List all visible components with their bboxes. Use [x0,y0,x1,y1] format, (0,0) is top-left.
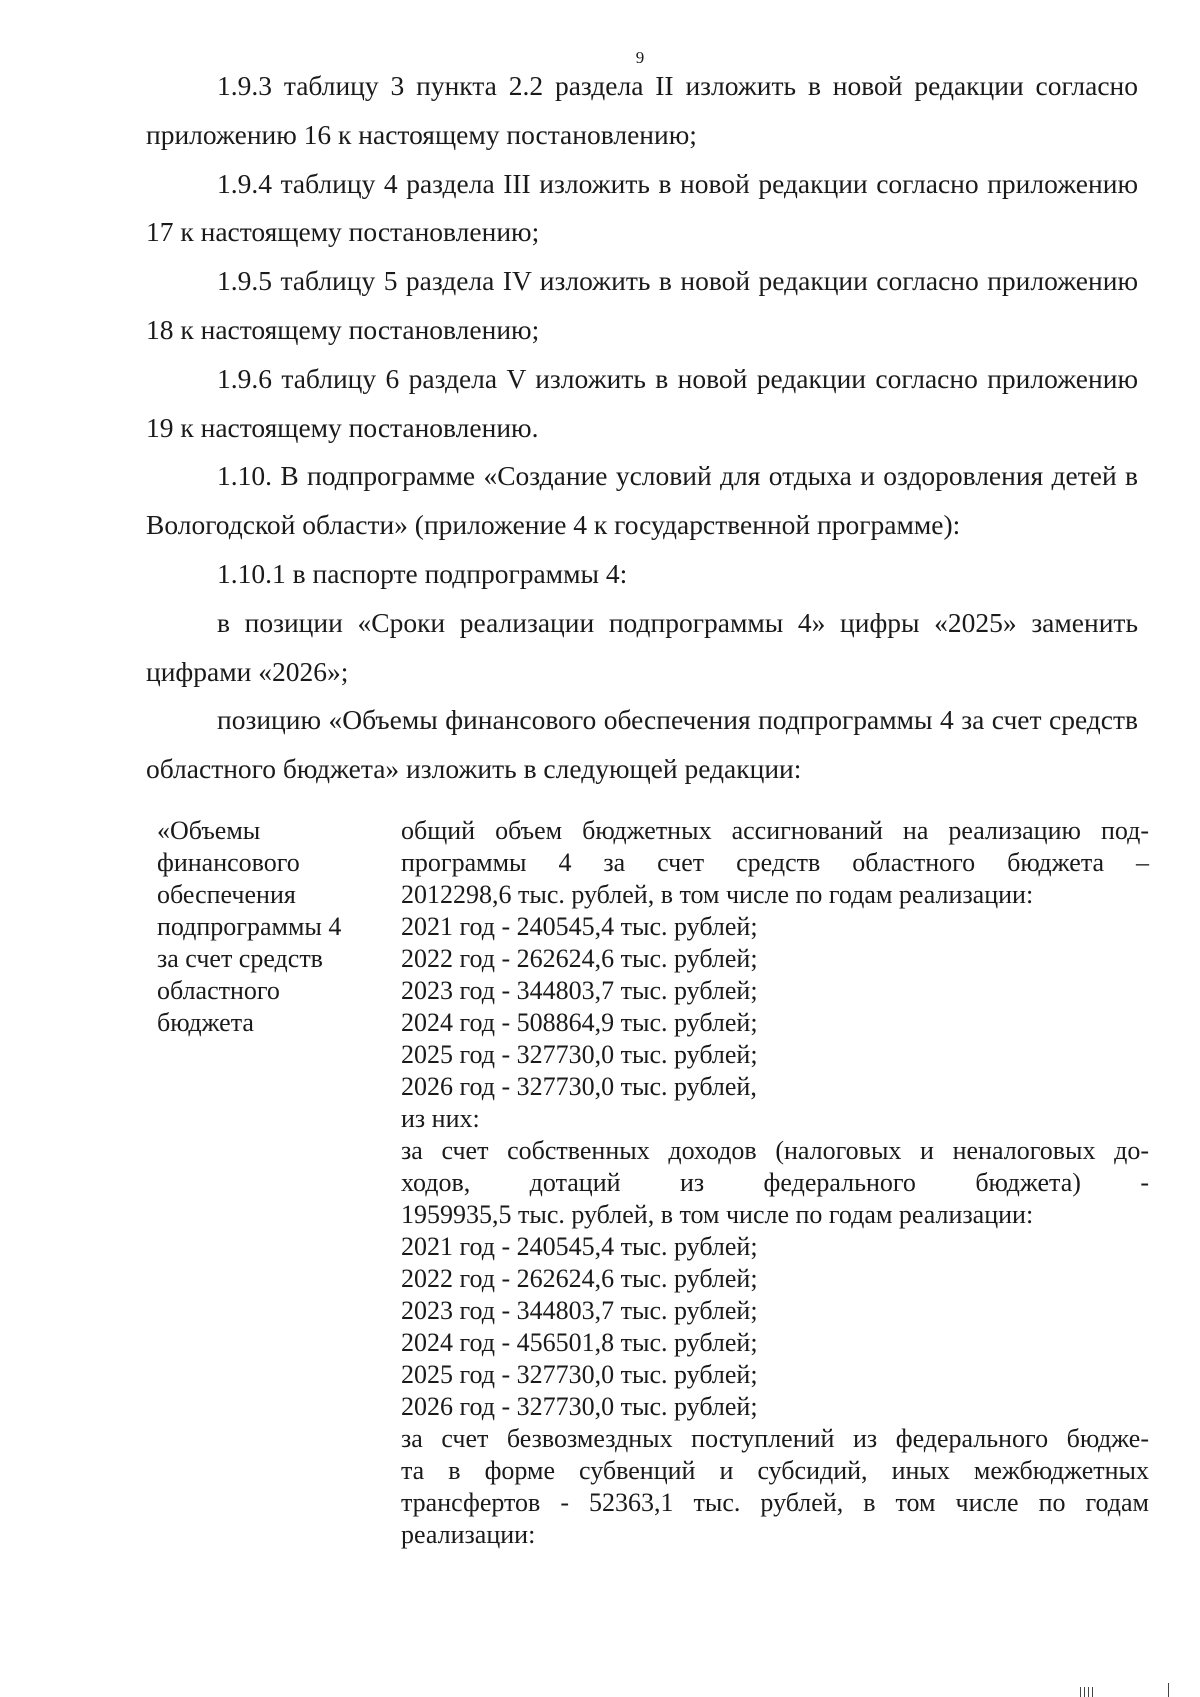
value-line: ходов, дотаций из федерального бюджета) - [401,1168,1149,1197]
label-line: «Объемы [157,816,261,845]
paragraph-terms-change: в позиции «Сроки реализации подпрограммы 4» цифры «2025» заменить цифрами «2026»; [146,606,1138,687]
year-line: 2026 год - 327730,0 тыс. рублей; [401,1392,758,1421]
paragraph-1-10-1: 1.10.1 в паспорте подпрограммы 4: [217,557,628,589]
value-line: 1959935,5 тыс. рублей, в том числе по годам реализации: [401,1200,1034,1229]
year-line: 2023 год - 344803,7 тыс. рублей; [401,1296,758,1325]
value-line: за счет безвозмездных поступлений из федерального бюдже- [401,1424,1149,1453]
paragraph-funding-position: позицию «Объемы финансового обеспечения подпрограммы 4 за счет средств областного бюджета» изложить в следующей редакции: [146,704,1138,785]
label-line: за счет средств [157,944,323,973]
year-line: 2022 год - 262624,6 тыс. рублей; [401,1264,758,1293]
value-line: общий объем бюджетных ассигнований на реализацию под- [401,816,1149,845]
position-value [401,815,1149,1551]
value-line: программы 4 за счет средств областного бюджета – [401,848,1149,877]
value-line: та в форме субвенций и субсидий, иных межбюджетных [401,1456,1149,1485]
value-line: из них: [401,1104,480,1133]
year-line: 2025 год - 327730,0 тыс. рублей; [401,1040,758,1069]
paragraph-1-9-6: 1.9.6 таблицу 6 раздела V изложить в новой редакции согласно приложению 19 к настоящему постановлению. [146,362,1138,443]
label-line: финансового [157,848,300,877]
year-line: 2024 год - 508864,9 тыс. рублей; [401,1008,758,1037]
year-line: 2021 год - 240545,4 тыс. рублей; [401,1232,758,1261]
document-body [146,62,1138,794]
page-number: 9 [635,48,645,67]
year-line: 2026 год - 327730,0 тыс. рублей, [401,1072,757,1101]
label-line: подпрограммы 4 [157,912,342,941]
value-line: трансфертов - 52363,1 тыс. рублей, в том числе по годам [401,1488,1149,1517]
label-line: областного [157,976,280,1005]
position-label [157,815,377,1039]
scan-artifact-marks [1080,1683,1170,1697]
year-line: 2021 год - 240545,4 тыс. рублей; [401,912,758,941]
label-line: бюджета [157,1008,254,1037]
value-line: за счет собственных доходов (налоговых и неналоговых до- [401,1136,1149,1165]
year-line: 2024 год - 456501,8 тыс. рублей; [401,1328,758,1357]
year-line: 2025 год - 327730,0 тыс. рублей; [401,1360,758,1389]
year-line: 2022 год - 262624,6 тыс. рублей; [401,944,758,973]
paragraph-1-10: 1.10. В подпрограмме «Создание условий для отдыха и оздоровления детей в Вологодской области» (приложение 4 к государственной программе): [146,460,1138,541]
paragraph-1-9-5: 1.9.5 таблицу 5 раздела IV изложить в новой редакции согласно приложению 18 к настоящему постановлению; [146,265,1138,345]
paragraph-1-9-4: 1.9.4 таблицу 4 раздела III изложить в новой редакции согласно приложению 17 к настоящему постановлению; [146,167,1138,248]
year-line: 2023 год - 344803,7 тыс. рублей; [401,976,758,1005]
value-line: 2012298,6 тыс. рублей, в том числе по годам реализации: [401,880,1034,909]
value-line: реализации: [401,1520,536,1549]
label-line: обеспечения [157,880,296,909]
paragraph-1-9-3: 1.9.3 таблицу 3 пункта 2.2 раздела II изложить в новой редакции согласно приложению 16 к настоящему постановлению; [146,70,1138,150]
